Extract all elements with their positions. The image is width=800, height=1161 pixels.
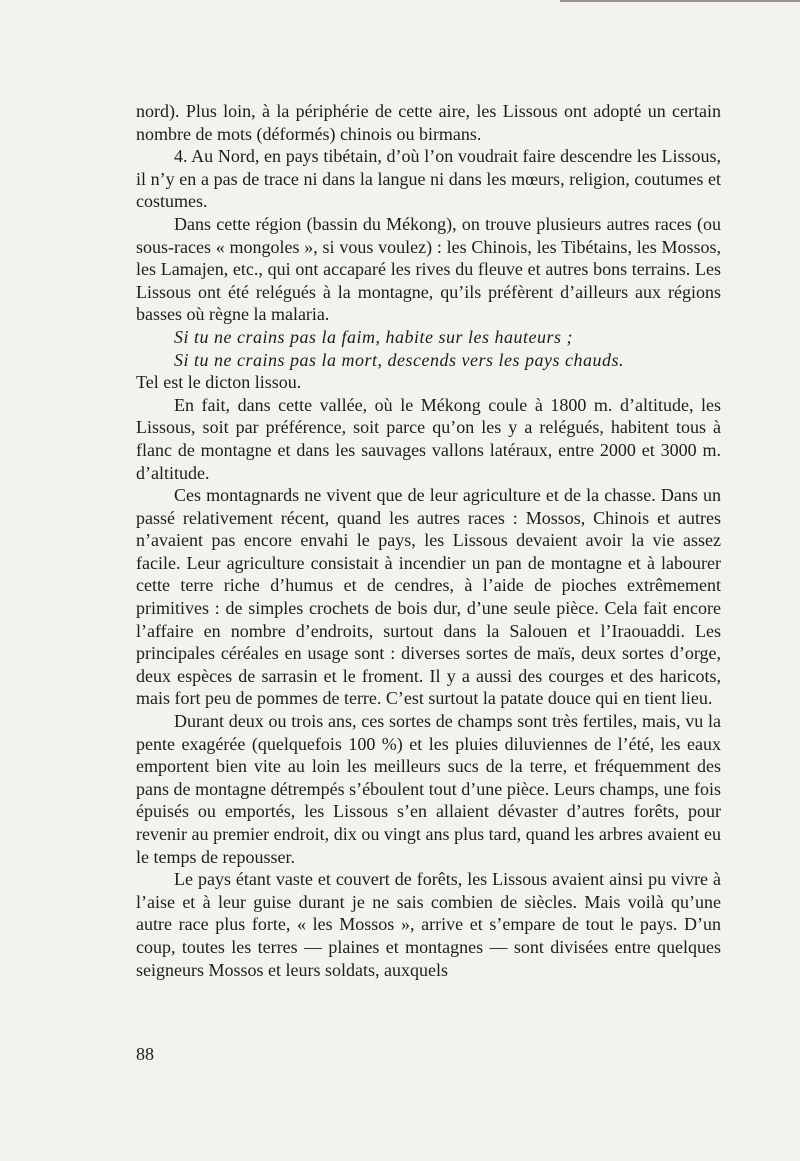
paragraph: Durant deux ou trois ans, ces sortes de champs sont très fertiles, mais, vu la pente exagérée (quelquefois 100 %) et les pluies diluviennes de l’été, les eaux emportent bien vite au loin les meilleurs sucs de la terre, et fréquemment des pans de montagne détrempés s’éboulent tout d’une pièce. Leurs champs, une fois épuisés ou emportés, les Lissous s’en allaient dévaster d’autres forêts, pour revenir au premier endroit, dix ou vingt ans plus tard, quand les arbres avaient eu le temps de repousser. xyxy=(136,711,721,867)
paragraph: Ces montagnards ne vivent que de leur agriculture et de la chasse. Dans un passé relativement récent, quand les autres races : Mossos, Chinois et autres n’avaient pas encore envahi le pays, les Lissous devaient avoir la vie assez facile. Leur agriculture consistait à incendier un pan de montagne et à labourer cette terre riche d’humus et de cendres, à l’aide de pioches extrêmement primitives : de simples crochets de bois dur, d’une seule pièce. Cela fait encore l’affaire en nombre d’endroits, surtout dans la Salouen et l’Iraouaddi. Les principales céréales en usage sont : diverses sortes de maïs, deux sortes d’orge, deux espèces de sarrasin et le froment. Il y a aussi des courges et des haricots, mais fort peu de pommes de terre. C’est surtout la patate douce qui en tient lieu. xyxy=(136,485,721,709)
paragraph: Le pays étant vaste et couvert de forêts, les Lissous avaient ainsi pu vivre à l’aise et à leur guise durant je ne sais combien de siècles. Mais voilà qu’une autre race plus forte, « les Mossos », arrive et s’empare de tout le pays. D’un coup, toutes les terres — plaines et montagnes — sont divisées entre quelques seigneurs Mossos et leurs soldats, auxquels xyxy=(136,869,721,980)
verse-line: Si tu ne crains pas la faim, habite sur les hauteurs ; xyxy=(174,326,573,347)
paragraph: En fait, dans cette vallée, où le Mékong coule à 1800 m. d’altitude, les Lissous, soit par préférence, soit parce qu’on les y a relégués, habitent tous à flanc de montagne et dans les sauvages vallons latéraux, entre 2000 et 3000 m. d’altitude. xyxy=(136,394,721,483)
paragraph: nord). Plus loin, à la périphérie de cette aire, les Lissous ont adopté un certain nombre de mots (déformés) chinois ou birmans. xyxy=(136,101,721,144)
body-text xyxy=(136,100,721,981)
verse-line: Si tu ne crains pas la mort, descends vers les pays chauds. xyxy=(174,349,624,370)
paragraph: 4. Au Nord, en pays tibétain, d’où l’on voudrait faire descendre les Lissous, il n’y en a pas de trace ni dans la langue ni dans les mœurs, religion, coutumes et costumes. xyxy=(136,146,721,212)
paragraph: Tel est le dicton lissou. xyxy=(136,372,302,393)
paragraph: Dans cette région (bassin du Mékong), on trouve plusieurs autres races (ou sous-races « mongoles », si vous voulez) : les Chinois, les Tibétains, les Mossos, les Lamajen, etc., qui ont accaparé les rives du fleuve et autres bons terrains. Les Lissous ont été relégués à la montagne, qu’ils préfèrent d’ailleurs aux régions basses où règne la malaria. xyxy=(136,213,721,325)
top-edge-line xyxy=(560,0,800,2)
page-number: 88 xyxy=(136,1044,154,1064)
